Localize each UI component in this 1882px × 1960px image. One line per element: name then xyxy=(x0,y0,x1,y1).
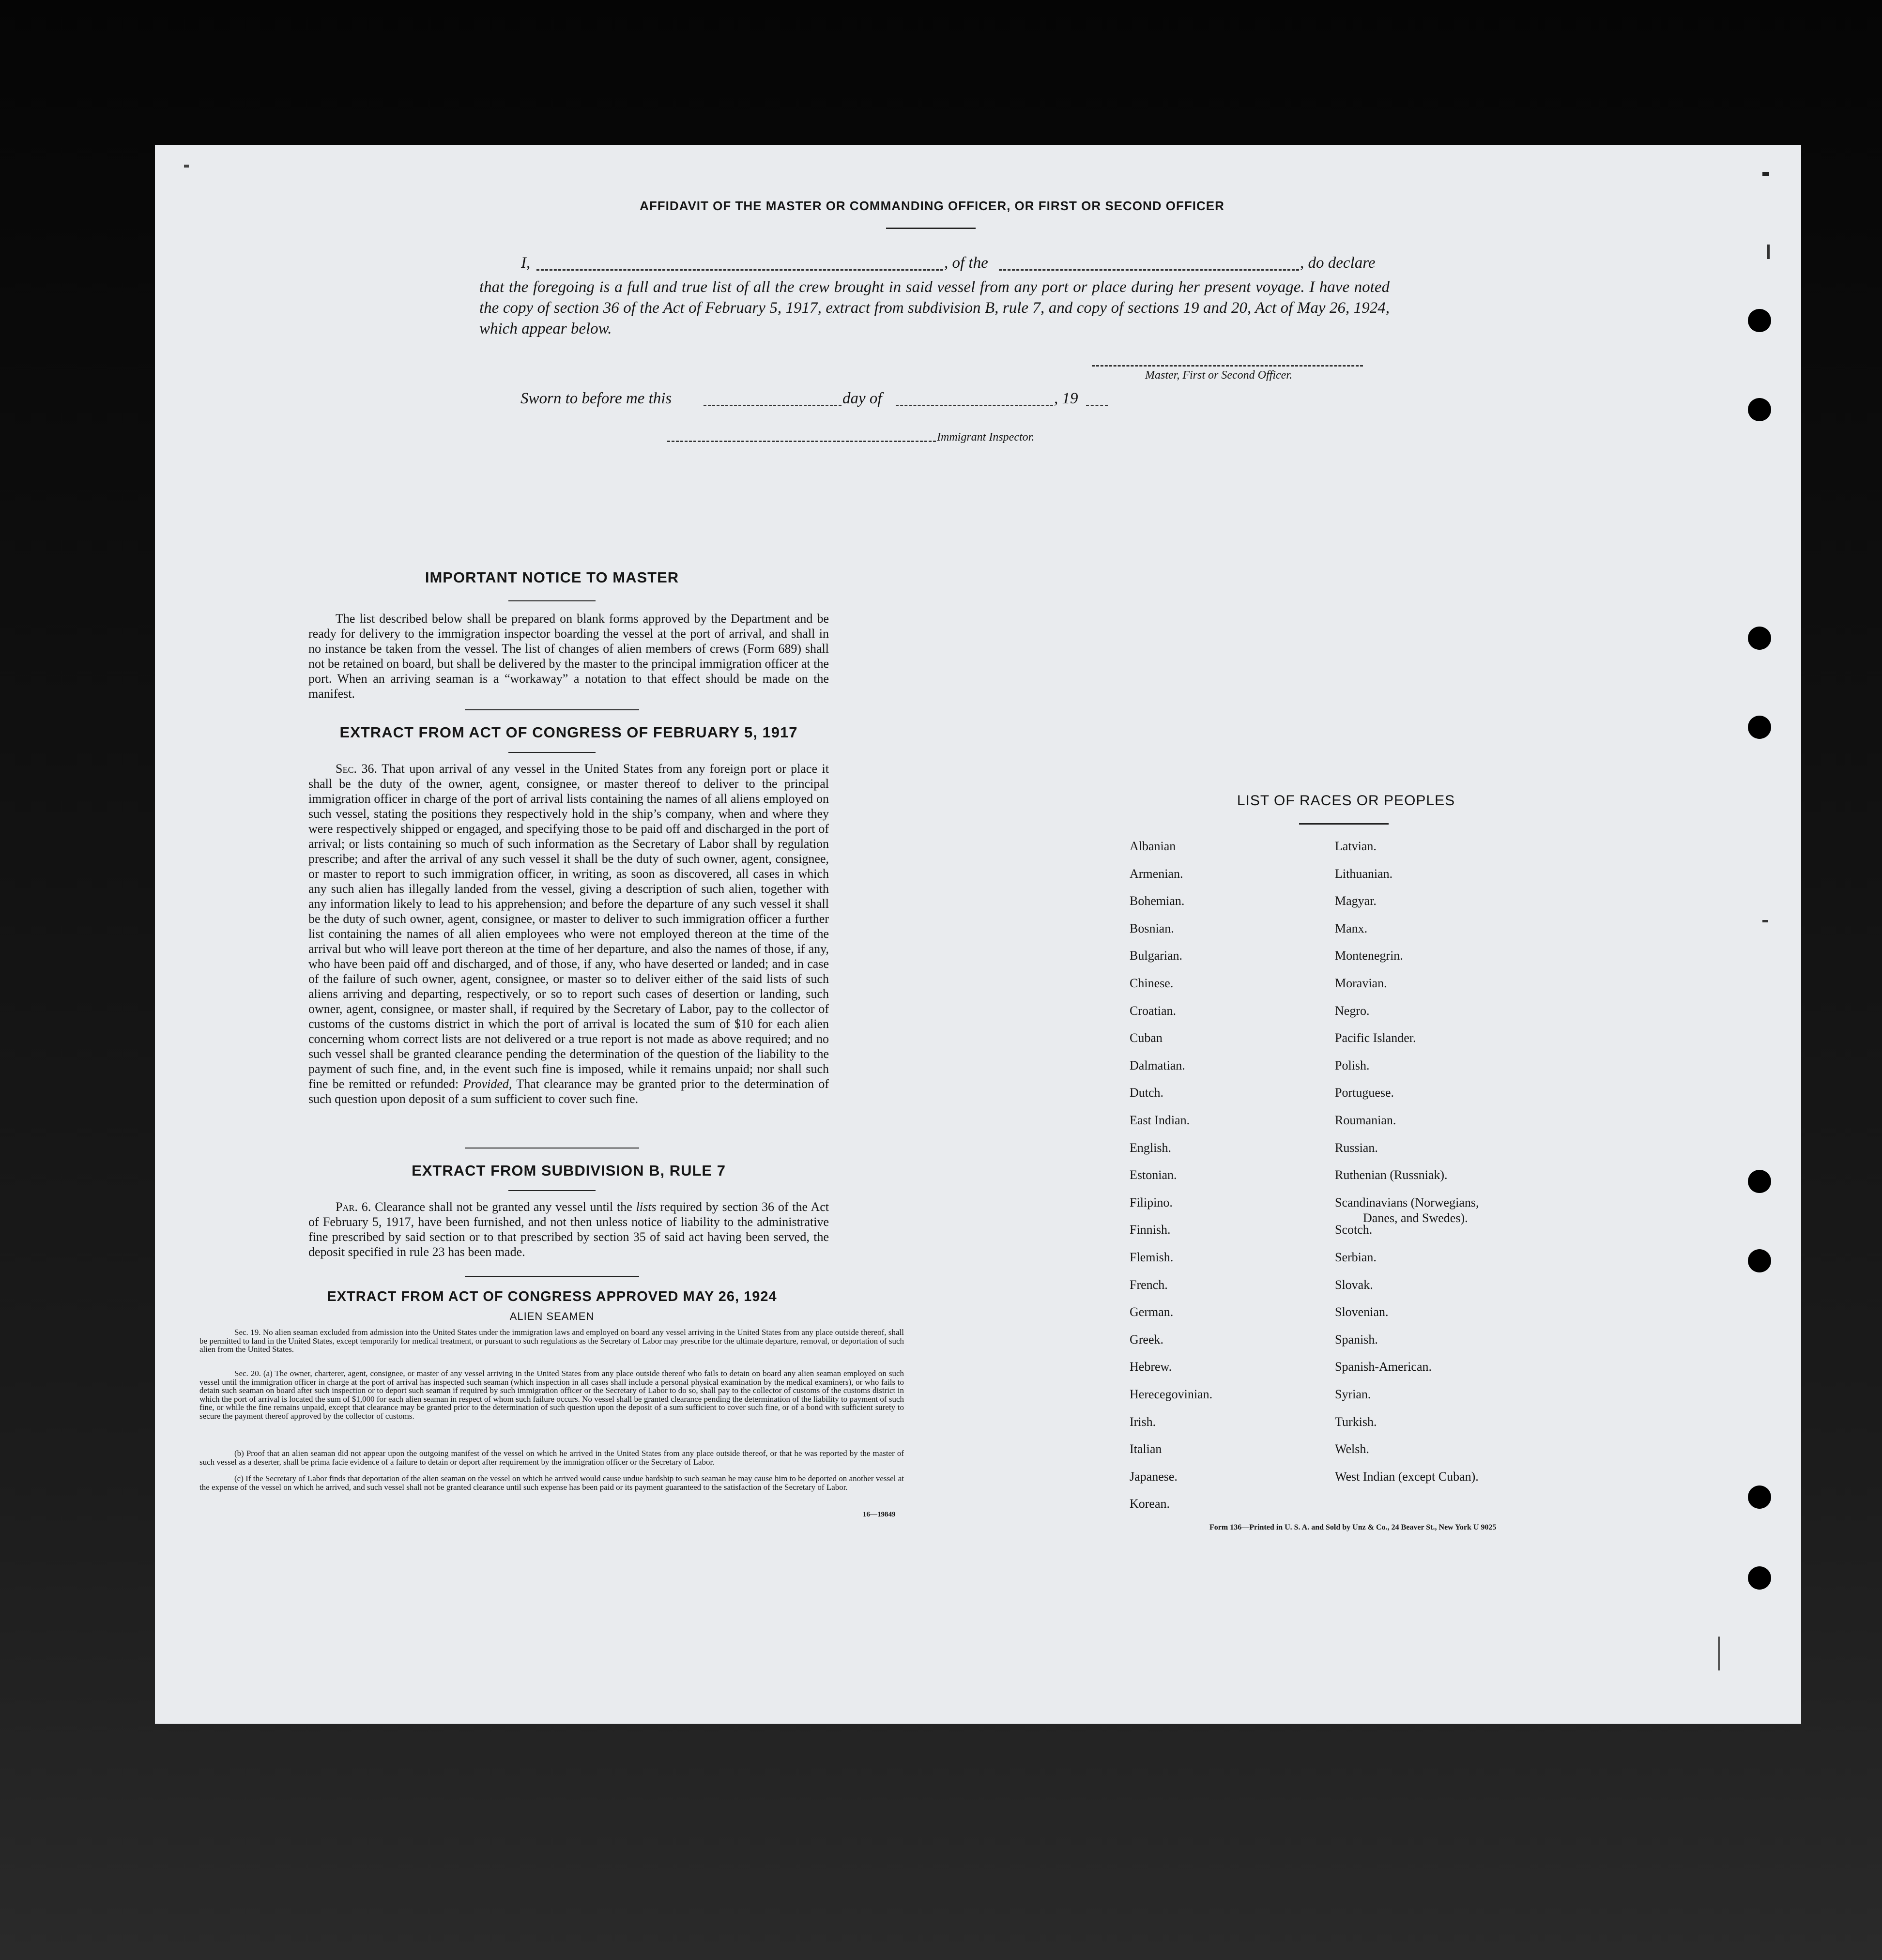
inspector-label: Immigrant Inspector. xyxy=(937,431,1035,444)
sworn-month-blank xyxy=(896,405,1053,406)
race-item-right: Scandinavians (Norwegians, xyxy=(1335,1195,1479,1210)
race-item-left: Chinese. xyxy=(1130,976,1174,990)
punch-hole xyxy=(1748,398,1771,421)
affidavit-of-the-label: , of the xyxy=(944,254,988,272)
race-item-left: Albanian xyxy=(1130,839,1176,853)
race-item-right: Slovak. xyxy=(1335,1278,1373,1292)
race-item-left: Hebrew. xyxy=(1130,1360,1172,1374)
paragraph-6-body-b: required by section 36 of the Act of February 5, 1917, have been furnished, and not then unless notice of liability to the administrative fine prescribed by said section or to that prescribed by section 35 of said act having been served, the deposit specified in rule 23 has been made. xyxy=(308,1200,829,1259)
race-item-right: Slovenian. xyxy=(1335,1305,1389,1319)
race-item-right: Welsh. xyxy=(1335,1442,1369,1456)
race-item-right: Russian. xyxy=(1335,1141,1378,1155)
race-item-left: Greek. xyxy=(1130,1332,1164,1347)
notice-title: IMPORTANT NOTICE TO MASTER xyxy=(425,569,679,586)
lists-word: lists xyxy=(636,1200,657,1214)
rule7-title: EXTRACT FROM SUBDIVISION B, RULE 7 xyxy=(412,1162,726,1179)
sworn-year: , 19 xyxy=(1054,390,1078,407)
sworn-day-of: day of xyxy=(842,390,882,407)
extract-1917-title: EXTRACT FROM ACT OF CONGRESS OF FEBRUARY 5, 1917 xyxy=(339,724,798,741)
race-item-right: Syrian. xyxy=(1335,1387,1371,1401)
race-item-right: Scotch. xyxy=(1335,1223,1373,1237)
race-item-left: Bohemian. xyxy=(1130,894,1185,908)
film-speck xyxy=(1767,245,1770,259)
separator-rule xyxy=(465,1276,639,1277)
race-item-right: Magyar. xyxy=(1335,894,1377,908)
section-20a-text: Sec. 20. (a) The owner, charterer, agent, consignee, or master of any vessel arriving in the United States from any place outside thereof who fails to detain on board any alien seaman employed on such vessel until the immigration officer in charge at the port of arrival has inspected such seaman (which inspection in all cases shall include a personal physical examination by the medical examiners), or who fails to detain such seaman on board after such inspection or to deport such seaman if required by such immigration officer or the Secretary of Labor to do so, shall pay to the collector of customs of the customs district in which the port of arrival is located the sum of $1,000 for each alien seaman in respect of whom such failure occurs. No vessel shall be granted clearance pending the determination of the liability to payment of such fine, or while the fine remains unpaid, except that clearance may be granted prior to the determination of such question upon the deposit of a sum sufficient to cover such fine, or of a bond with sufficient surety to secure the payment thereof approved by the collector of customs. xyxy=(199,1369,904,1421)
race-item-right: Moravian. xyxy=(1335,976,1387,990)
race-item-left: Cuban xyxy=(1130,1031,1163,1045)
race-item-right: Polish. xyxy=(1335,1058,1370,1072)
race-item-right: Spanish-American. xyxy=(1335,1360,1432,1374)
separator-rule xyxy=(465,709,639,710)
race-item-left: English. xyxy=(1130,1141,1171,1155)
notice-underline xyxy=(508,600,596,601)
film-speck xyxy=(184,165,189,168)
race-item-left: Estonian. xyxy=(1130,1168,1177,1182)
race-item-left: Irish. xyxy=(1130,1415,1156,1429)
race-item-right: Spanish. xyxy=(1335,1332,1378,1347)
race-item-left: Filipino. xyxy=(1130,1195,1173,1210)
race-item-left: Herecegovinian. xyxy=(1130,1387,1213,1401)
form-code: 16—19849 xyxy=(863,1511,896,1518)
race-item-left: Korean. xyxy=(1130,1497,1170,1511)
notice-text: The list described below shall be prepared on blank forms approved by the Department and be ready for delivery to the immigration inspector boarding the vessel at the port of arrival, and shall in no instance be taken from the vessel. The list of changes of alien members of crews (Form 689) shall not be retained on board, but shall be delivered by the master to the principal immigration officer at the port. When an arriving seaman is a “workaway” a notation to that effect should be made on the manifest. xyxy=(308,612,829,701)
races-title: LIST OF RACES OR PEOPLES xyxy=(1237,793,1455,809)
punch-hole xyxy=(1748,716,1771,739)
punch-hole xyxy=(1748,1566,1771,1590)
extract-1924-title: EXTRACT FROM ACT OF CONGRESS APPROVED MAY 26, 1924 xyxy=(327,1289,777,1304)
section-20c-text: (c) If the Secretary of Labor finds that deportation of the alien seaman on the vessel on which he arrived would cause undue hardship to such seaman he may cause him to be deported on another vessel at the expense of the vessel on which he arrived, and such vessel shall not be granted clearance until such expense has been paid or its payment guaranteed to the satisfaction of the Secretary of Labor. xyxy=(199,1474,904,1492)
film-speck xyxy=(1762,920,1768,922)
paragraph-6-text xyxy=(308,1199,829,1259)
punch-hole xyxy=(1748,627,1771,650)
race-item-left: Finnish. xyxy=(1130,1223,1171,1237)
master-signature-label: Master, First or Second Officer. xyxy=(1145,369,1292,382)
section-36-tail: That clearance may be granted prior to the determination of such question upon deposit of a sum sufficient to cover such fine. xyxy=(308,1077,829,1106)
name-blank xyxy=(536,269,943,271)
race-item-right: Pacific Islander. xyxy=(1335,1031,1416,1045)
section-36-body: That upon arrival of any vessel in the United States from any foreign port or place it shall be the duty of the owner, agent, consignee, or master thereof to deliver to the principal immigration officer in charge of the port of arrival lists containing the names of all aliens employed on such vessel, stating the positions they respectively hold in the ship’s company, when and where they were respectively shipped or engaged, and specifying those to be paid off and discharged in the port of arrival; or lists containing so much of such information as the Secretary of Labor shall by regulation prescribe; and after the arrival of any such vessel it shall be the duty of such owner, agent, consignee, or master to report to such immigration officer, in writing, as soon as discovered, all cases in which any such alien has illegally landed from the vessel, giving a description of such alien, together with any information likely to lead to his apprehension; and before the departure of any such vessel it shall be the duty of such owner, agent, consignee, or master to deliver to such immigration officer a further list containing the names of all alien employees who were not employed thereon at the time of the arrival but who will leave port thereon at the time of her departure, and also the names of those, if any, who have been paid off and discharged, and of those, if any, who have deserted or landed; and in case of the failure of such owner, agent, consignee, or master so to deliver either of the said lists of such aliens arriving and departing, respectively, or so to report such cases of desertion or landing, such owner, agent, consignee, or master shall, if required by the Secretary of Labor, pay to the collector of customs of the customs district in which the port of arrival is located the sum of $10 for each alien concerning whom correct lists are not delivered or a true report is not made as above required; and no such vessel shall be granted clearance pending the determination of the question of the liability to the payment of such fine, and, in the event such fine is imposed, while it remains unpaid; nor shall such fine be remitted or refunded: xyxy=(308,762,829,1091)
race-item-right: West Indian (except Cuban). xyxy=(1335,1470,1479,1484)
race-item-left: Armenian. xyxy=(1130,867,1183,881)
vessel-blank xyxy=(999,269,1299,271)
race-item-right: Negro. xyxy=(1335,1004,1370,1018)
paragraph-6-label: Par. 6. xyxy=(336,1200,371,1214)
form-printer-note: Form 136—Printed in U. S. A. and Sold by Unz & Co., 24 Beaver St., New York U 9025 xyxy=(1209,1523,1497,1531)
film-speck xyxy=(1718,1637,1720,1670)
title-underline xyxy=(886,228,976,229)
inspector-signature-line xyxy=(667,441,936,442)
race-item-right: Turkish. xyxy=(1335,1415,1377,1429)
master-signature-line xyxy=(1092,365,1363,367)
race-item-left: Flemish. xyxy=(1130,1250,1174,1264)
race-item-right: Roumanian. xyxy=(1335,1113,1396,1127)
races-underline xyxy=(1299,823,1389,825)
race-item-right: Serbian. xyxy=(1335,1250,1377,1264)
paragraph-6-body-a: Clearance shall not be granted any vessel until the xyxy=(375,1200,632,1214)
affidavit-text: that the foregoing is a full and true list of all the crew brought in said vessel from any port or place during her present voyage. I have noted the copy of section 36 of the Act of February 5, 1917, extract from subdivision B, rule 7, and copy of sections 19 and 20, Act of May 26, 1924, which appear below. xyxy=(479,278,1390,337)
affidavit-declare-label: , do declare xyxy=(1300,254,1376,272)
race-item-left: Italian xyxy=(1130,1442,1162,1456)
affidavit-title: AFFIDAVIT OF THE MASTER OR COMMANDING OFFICER, OR FIRST OR SECOND OFFICER xyxy=(640,199,1224,213)
film-speck xyxy=(1762,172,1769,176)
rule7-underline xyxy=(508,1190,596,1191)
race-item-left: Dutch. xyxy=(1130,1086,1164,1100)
section-36-text xyxy=(308,761,829,1106)
race-item-left: East Indian. xyxy=(1130,1113,1190,1127)
sworn-prefix: Sworn to before me this xyxy=(520,390,672,407)
affidavit-i-label: I, xyxy=(521,254,531,272)
punch-hole xyxy=(1748,1170,1771,1193)
race-item-right: Manx. xyxy=(1335,921,1368,935)
section-20b-text: (b) Proof that an alien seaman did not appear upon the outgoing manifest of the vessel on which he arrived in the United States from any place outside thereof, or that he was reported by the master of such vessel as a deserter, shall be prima facie evidence of a failure to detain or deport after requirement by the immigration officer or the Secretary of Labor. xyxy=(199,1449,904,1467)
extract-1917-underline xyxy=(508,752,596,753)
punch-hole xyxy=(1748,1485,1771,1509)
punch-hole xyxy=(1748,309,1771,332)
race-item-left: Bulgarian. xyxy=(1130,949,1183,963)
section-19-text: Sec. 19. No alien seaman excluded from admission into the United States under the immigration laws and employed on board any vessel arriving in the United States from any place outside thereof, shall be permitted to land in the United States, except temporarily for medical treatment, or pursuant to such regulations as the Secretary of Labor may prescribe for the ultimate departure, removal, or deportation of such alien from the United States. xyxy=(199,1328,904,1354)
sworn-day-blank xyxy=(704,405,842,406)
provided-word: Provided, xyxy=(463,1077,512,1091)
sworn-year-blank xyxy=(1086,405,1108,406)
race-item-right: Montenegrin. xyxy=(1335,949,1403,963)
race-item-left: Japanese. xyxy=(1130,1470,1178,1484)
race-item-right: Ruthenian (Russniak). xyxy=(1335,1168,1448,1182)
race-item-right: Danes, and Swedes). xyxy=(1363,1211,1468,1225)
alien-seamen-subtitle: ALIEN SEAMEN xyxy=(509,1310,595,1322)
race-item-right: Portuguese. xyxy=(1335,1086,1394,1100)
section-36-label: Sec. 36. xyxy=(336,762,378,776)
race-item-left: German. xyxy=(1130,1305,1174,1319)
race-item-left: French. xyxy=(1130,1278,1168,1292)
race-item-left: Dalmatian. xyxy=(1130,1058,1185,1072)
punch-hole xyxy=(1748,1249,1771,1272)
race-item-left: Bosnian. xyxy=(1130,921,1174,935)
race-item-right: Lithuanian. xyxy=(1335,867,1393,881)
race-item-left: Croatian. xyxy=(1130,1004,1177,1018)
race-item-right: Latvian. xyxy=(1335,839,1377,853)
